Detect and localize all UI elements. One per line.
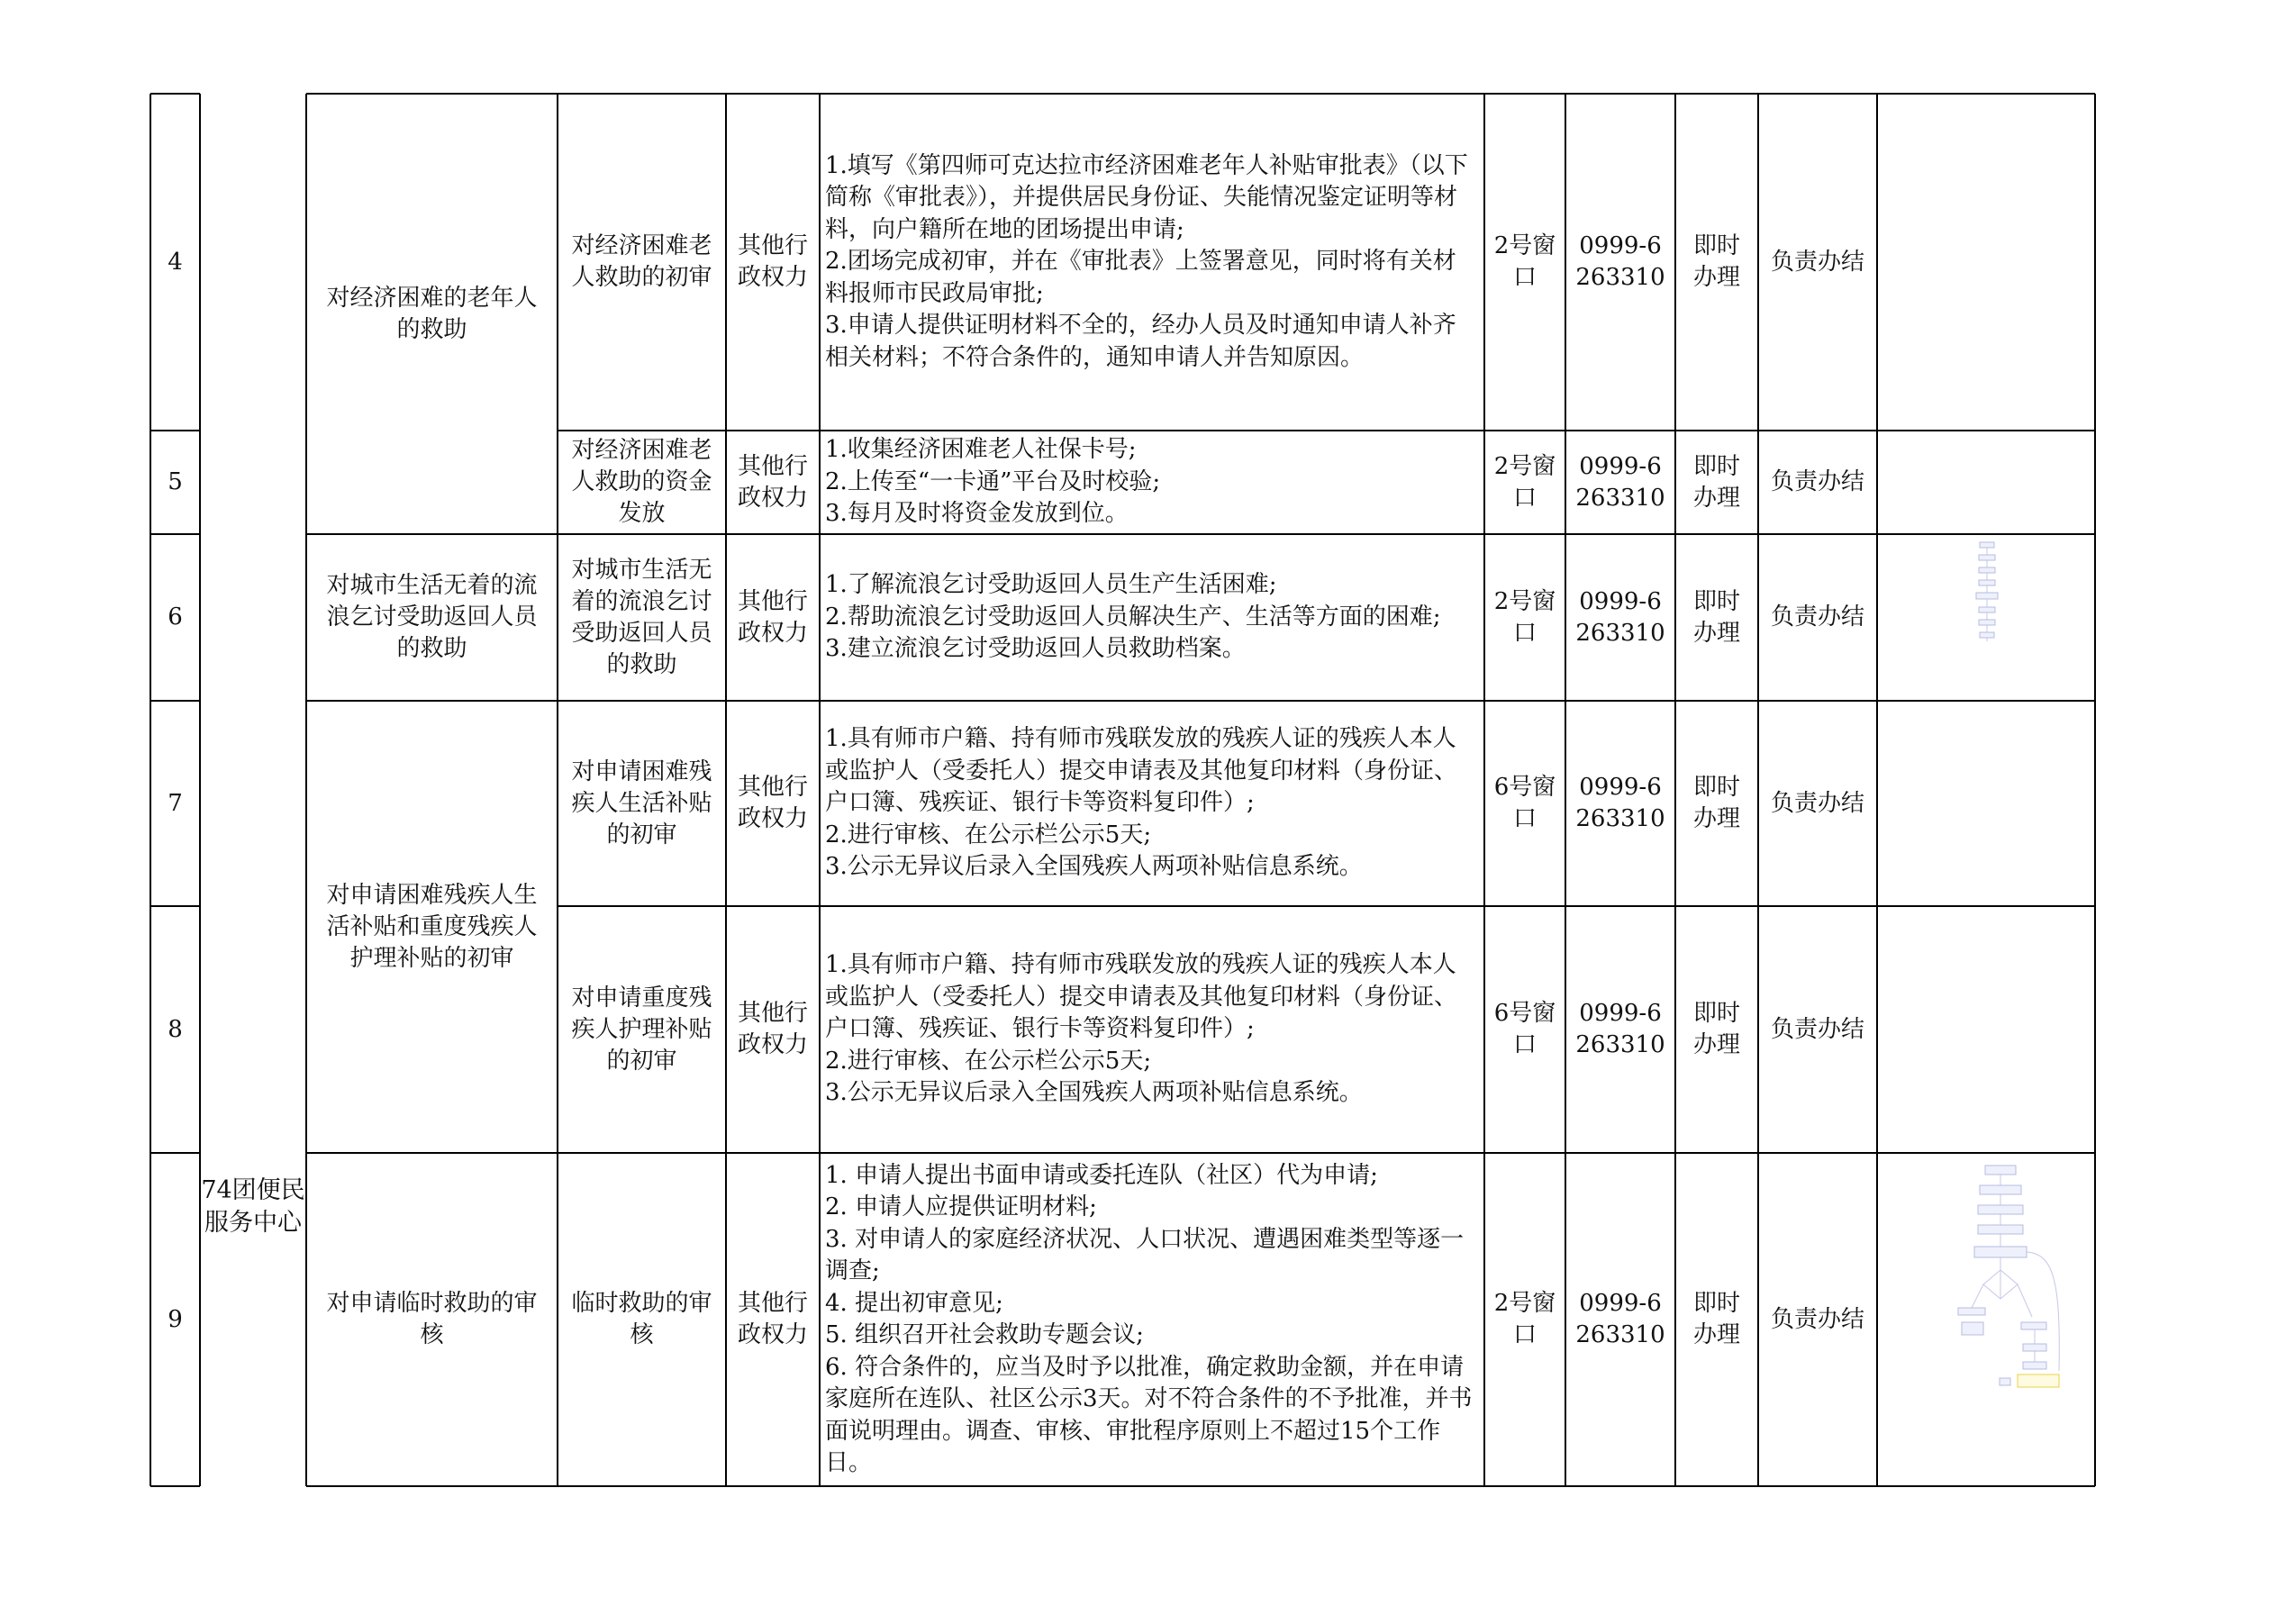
procedure-step: 1.了解流浪乞讨受助返回人员生产生活困难; bbox=[825, 571, 1277, 599]
procedure-step: 1.具有师市户籍、持有师市残联发放的残疾人证的残疾人本人或监护人（受委托人）提交申请表及其他复印材料（身份证、户口簿、残疾证、银行卡等资料复印件）; bbox=[825, 725, 1458, 817]
procedure-step: 2.团场完成初审，并在《审批表》上签署意见，同时将有关材料报师市民政局审批; bbox=[825, 248, 1456, 307]
power-type: 其他行政权力 bbox=[737, 1290, 808, 1348]
power-type: 其他行政权力 bbox=[737, 452, 808, 512]
item-name: 对城市生活无着的流浪乞讨受助返回人员的救助 bbox=[326, 572, 538, 662]
procedure-step: 2.进行审核、在公示栏公示5天; bbox=[825, 1047, 1152, 1075]
handling-status: 负责办结 bbox=[1770, 1015, 1864, 1043]
service-window: 6号窗口 bbox=[1493, 1000, 1556, 1058]
row-number: 7 bbox=[168, 789, 183, 817]
group-label: 74团便民服务中心 bbox=[201, 1176, 305, 1237]
contact-phone: 0999-6263310 bbox=[1575, 232, 1665, 291]
procedure-step: 2.进行审核、在公示栏公示5天; bbox=[825, 821, 1152, 848]
procedure-steps bbox=[820, 431, 1484, 534]
procedure-step: 3.公示无异议后录入全国残疾人两项补贴信息系统。 bbox=[825, 1079, 1363, 1107]
procedure-steps bbox=[820, 906, 1484, 1153]
processing-time: 即时办理 bbox=[1692, 1290, 1740, 1348]
row-number: 5 bbox=[168, 468, 183, 495]
sub-item-name: 对申请困难残疾人生活补贴的初审 bbox=[571, 758, 712, 848]
service-window: 2号窗口 bbox=[1493, 587, 1556, 647]
procedure-step: 2. 申请人应提供证明材料; bbox=[825, 1193, 1097, 1220]
service-window: 2号窗口 bbox=[1493, 1290, 1556, 1348]
sub-item-name: 对经济困难老人救助的初审 bbox=[571, 232, 712, 291]
processing-time: 即时办理 bbox=[1692, 587, 1740, 647]
procedure-steps bbox=[820, 1153, 1484, 1486]
procedure-steps bbox=[820, 94, 1484, 431]
service-window: 2号窗口 bbox=[1493, 452, 1556, 512]
processing-time: 即时办理 bbox=[1692, 452, 1740, 512]
sub-item-name: 对经济困难老人救助的资金发放 bbox=[571, 437, 712, 527]
procedure-step: 2.帮助流浪乞讨受助返回人员解决生产、生活等方面的困难; bbox=[825, 603, 1441, 631]
handling-status: 负责办结 bbox=[1770, 603, 1864, 631]
processing-time: 即时办理 bbox=[1692, 774, 1740, 832]
row-number: 6 bbox=[168, 603, 183, 631]
procedure-step: 1.收集经济困难老人社保卡号; bbox=[825, 436, 1137, 464]
procedure-steps bbox=[820, 534, 1484, 701]
procedure-step: 3.每月及时将资金发放到位。 bbox=[825, 500, 1129, 528]
procedure-step: 2.上传至“一卡通”平台及时校验; bbox=[825, 467, 1161, 495]
power-type: 其他行政权力 bbox=[737, 232, 808, 291]
procedure-step: 4. 提出初审意见; bbox=[825, 1289, 1003, 1317]
procedure-steps bbox=[820, 701, 1484, 906]
service-window: 2号窗口 bbox=[1493, 232, 1556, 291]
procedure-step: 3.申请人提供证明材料不全的，经办人员及时通知申请人补齐相关材料；不符合条件的，通知申请人并告知原因。 bbox=[825, 312, 1456, 371]
flowchart-thumbnail-icon bbox=[1969, 540, 2005, 647]
handling-status: 负责办结 bbox=[1770, 1305, 1864, 1333]
item-name: 对申请困难残疾人生活补贴和重度残疾人护理补贴的初审 bbox=[326, 881, 538, 972]
flowchart-thumbnail-icon bbox=[1946, 1164, 2063, 1393]
processing-time: 即时办理 bbox=[1692, 1000, 1740, 1058]
contact-phone: 0999-6263310 bbox=[1575, 1290, 1665, 1348]
handling-status: 负责办结 bbox=[1770, 468, 1864, 495]
item-name: 对申请临时救助的审核 bbox=[326, 1290, 538, 1348]
procedure-step: 3.建立流浪乞讨受助返回人员救助档案。 bbox=[825, 635, 1246, 663]
contact-phone: 0999-6263310 bbox=[1575, 587, 1665, 647]
procedure-step: 6. 符合条件的，应当及时予以批准，确定救助金额，并在申请家庭所在连队、社区公示3天。对不符合条件的不予批准，并书面说明理由。调查、审核、审批程序原则上不超过15个工作日。 bbox=[825, 1353, 1473, 1476]
procedure-step: 5. 组织召开社会救助专题会议; bbox=[825, 1321, 1144, 1348]
power-type: 其他行政权力 bbox=[737, 1000, 808, 1058]
sub-item-name: 对申请重度残疾人护理补贴的初审 bbox=[571, 984, 712, 1075]
row-number: 8 bbox=[168, 1015, 183, 1043]
row-number: 4 bbox=[168, 248, 183, 276]
processing-time: 即时办理 bbox=[1692, 232, 1740, 291]
procedure-step: 1.填写《第四师可克达拉市经济困难老年人补贴审批表》（以下简称《审批表》），并提供居民身份证、失能情况鉴定证明等材料，向户籍所在地的团场提出申请; bbox=[825, 151, 1468, 243]
procedure-step: 3. 对申请人的家庭经济状况、人口状况、遭遇困难类型等逐一调查; bbox=[825, 1225, 1465, 1284]
handling-status: 负责办结 bbox=[1770, 248, 1864, 276]
contact-phone: 0999-6263310 bbox=[1575, 774, 1665, 832]
service-window: 6号窗口 bbox=[1493, 774, 1556, 832]
sub-item-name: 对城市生活无着的流浪乞讨受助返回人员的救助 bbox=[571, 556, 712, 678]
handling-status: 负责办结 bbox=[1770, 789, 1864, 817]
row-number: 9 bbox=[168, 1305, 183, 1333]
sub-item-name: 临时救助的审核 bbox=[571, 1290, 712, 1348]
procedure-step: 3.公示无异议后录入全国残疾人两项补贴信息系统。 bbox=[825, 853, 1363, 881]
contact-phone: 0999-6263310 bbox=[1575, 452, 1665, 512]
contact-phone: 0999-6263310 bbox=[1575, 1000, 1665, 1058]
procedure-step: 1. 申请人提出书面申请或委托连队（社区）代为申请; bbox=[825, 1161, 1378, 1189]
power-type: 其他行政权力 bbox=[737, 774, 808, 832]
item-name: 对经济困难的老年人的救助 bbox=[326, 284, 538, 343]
procedure-step: 1.具有师市户籍、持有师市残联发放的残疾人证的残疾人本人或监护人（受委托人）提交申请表及其他复印材料（身份证、户口簿、残疾证、银行卡等资料复印件）; bbox=[825, 951, 1458, 1043]
power-type: 其他行政权力 bbox=[737, 587, 808, 647]
